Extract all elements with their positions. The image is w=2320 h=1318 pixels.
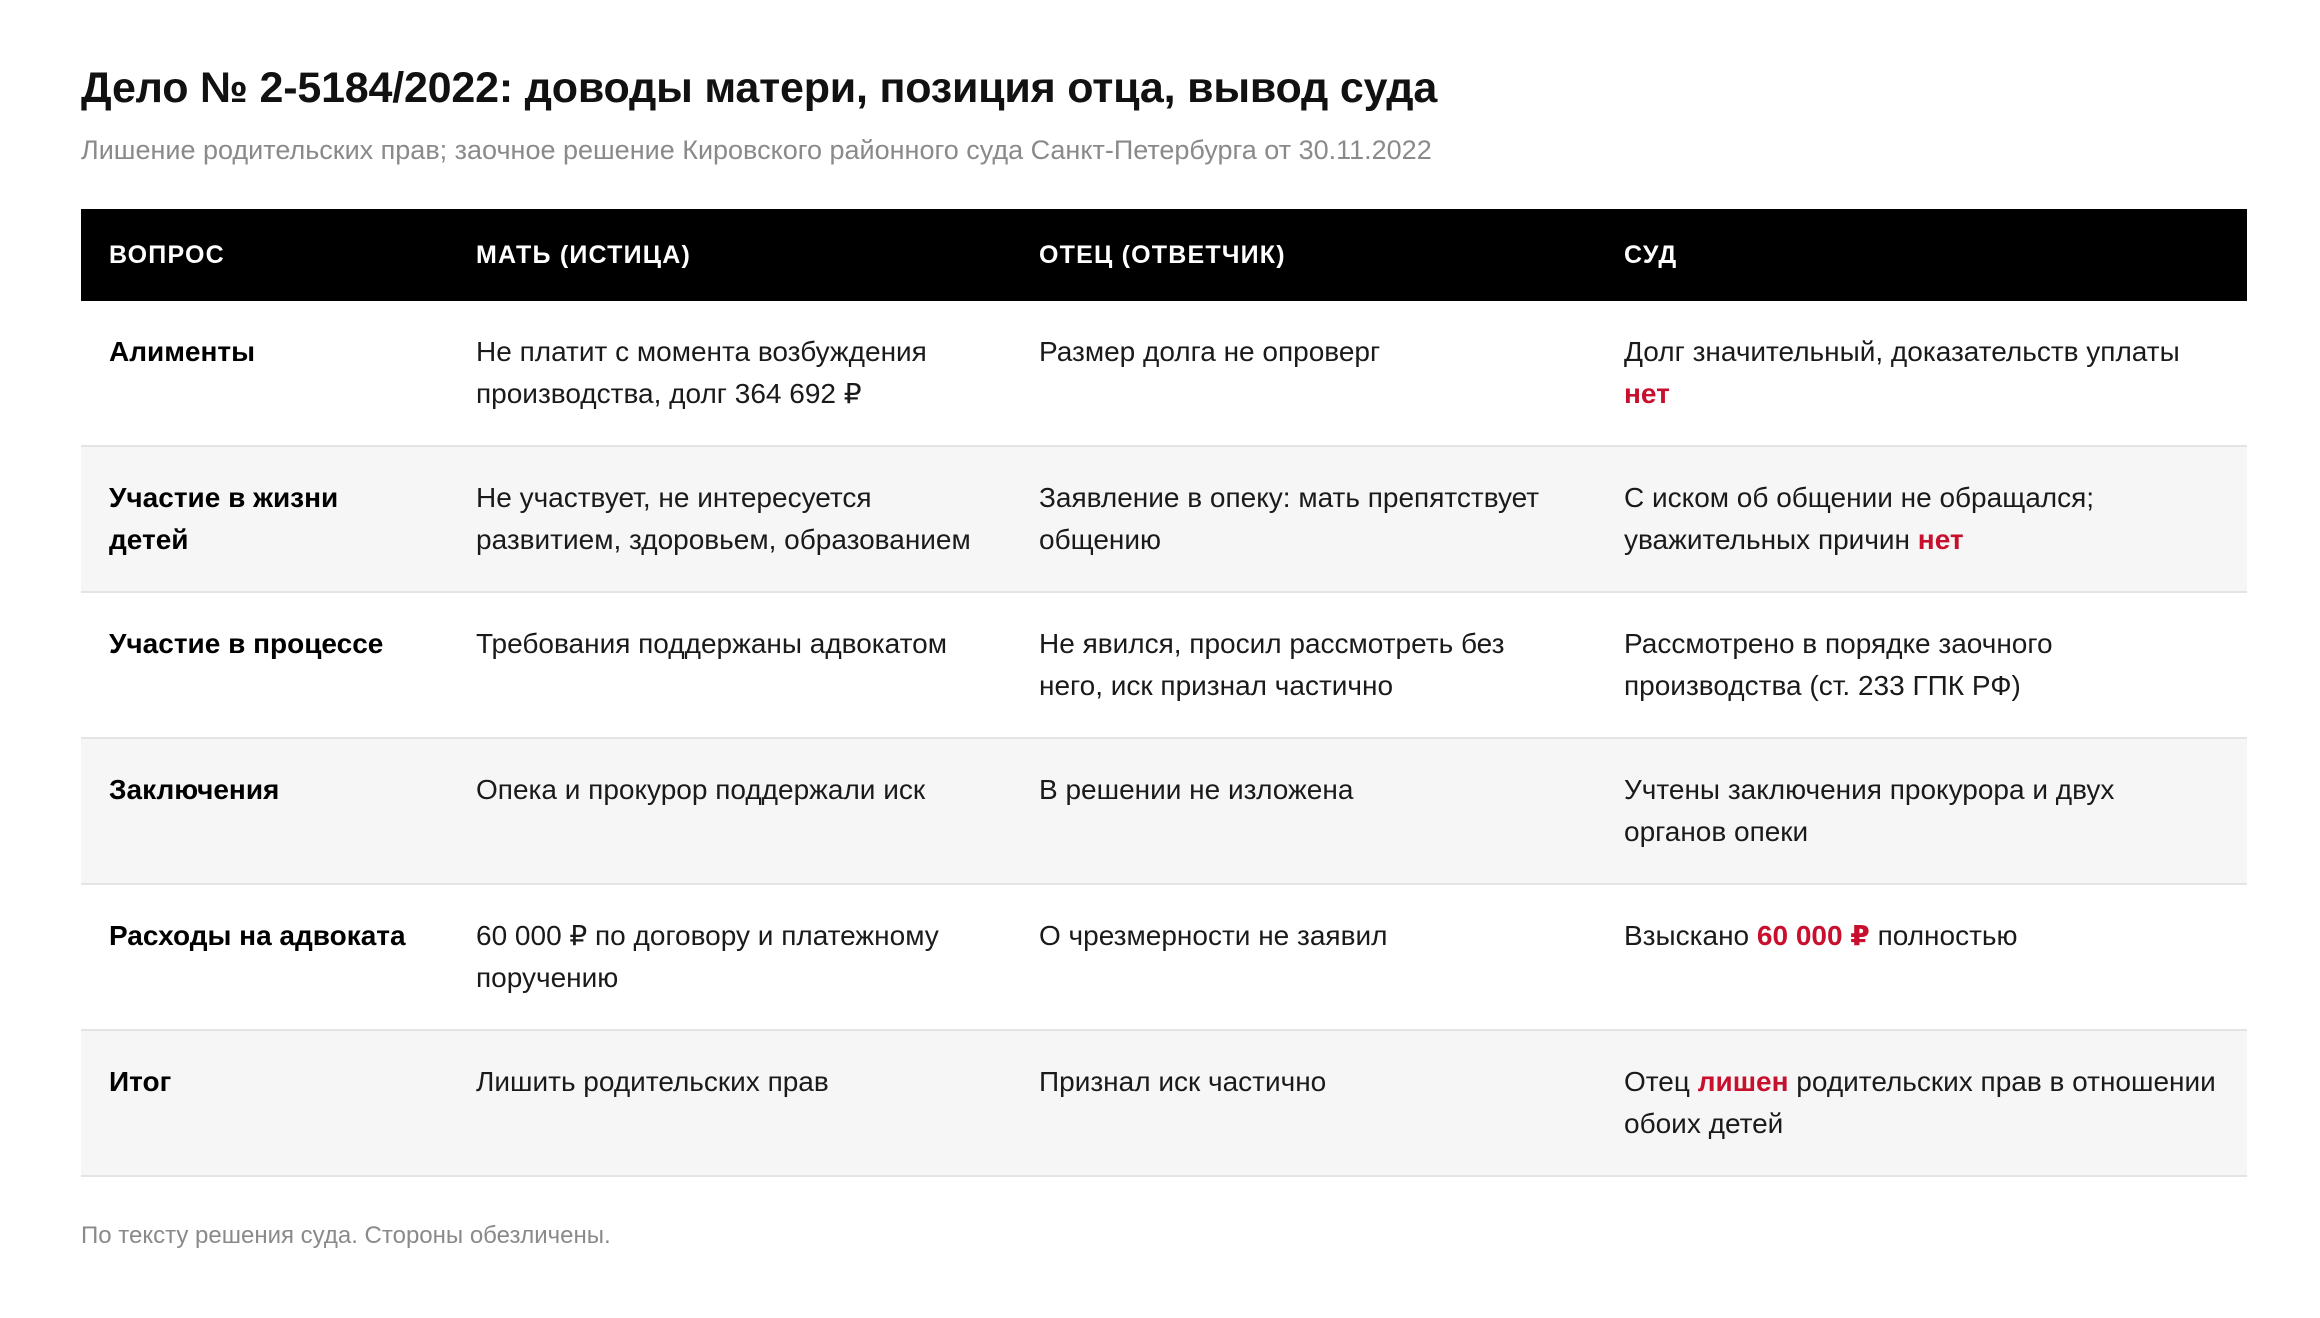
footnote: По тексту решения суда. Стороны обезличены.: [81, 1222, 611, 1249]
cell-question: Участие в жизни детей: [81, 446, 448, 592]
court-text: Учтены заключения прокурора и двух органов опеки: [1624, 774, 2115, 847]
cell-father: Не явился, просил рассмотреть без него, иск признал частично: [1011, 592, 1596, 738]
comparison-table: [81, 209, 2247, 1177]
header-question: ВОПРОС: [81, 209, 448, 301]
court-highlight: 60 000 ₽: [1756, 920, 1870, 951]
court-text: Отец: [1624, 1066, 1698, 1097]
page-subtitle: Лишение родительских прав; заочное решение Кировского районного суда Санкт-Петербурга от 30.11.2022: [81, 135, 1432, 165]
page-title: Дело № 2-5184/2022: доводы матери, позиция отца, вывод суда: [81, 64, 1438, 112]
table-row-participation: [81, 446, 2247, 592]
header-row: [81, 209, 2247, 301]
table-row-alimony: [81, 301, 2247, 446]
table-row-conclusions: [81, 738, 2247, 884]
cell-father: Заявление в опеку: мать препятствует общению: [1011, 446, 1596, 592]
cell-court: [1596, 592, 2247, 738]
table-header: [81, 209, 2247, 301]
cell-mother: Не участвует, не интересуется развитием, здоровьем, образованием: [448, 446, 1011, 592]
cell-court: [1596, 738, 2247, 884]
cell-court: [1596, 884, 2247, 1030]
court-text: Взыскано: [1624, 920, 1757, 951]
cell-father: Размер долга не опроверг: [1011, 301, 1596, 446]
cell-question: Участие в процессе: [81, 592, 448, 738]
cell-mother: Лишить родительских прав: [448, 1030, 1011, 1176]
court-text: Долг значительный, доказательств уплаты: [1624, 336, 2180, 367]
cell-father: В решении не изложена: [1011, 738, 1596, 884]
court-highlight: нет: [1624, 378, 1670, 409]
court-text: Рассмотрено в порядке заочного производства (ст. 233 ГПК РФ): [1624, 628, 2053, 701]
table-body: [81, 301, 2247, 1176]
court-highlight: лишен: [1697, 1066, 1789, 1097]
cell-mother: Требования поддержаны адвокатом: [448, 592, 1011, 738]
court-text-tail: полностью: [1869, 920, 2018, 951]
cell-court: [1596, 1030, 2247, 1176]
cell-mother: Не платит с момента возбуждения производства, долг 364 692 ₽: [448, 301, 1011, 446]
header-mother: МАТЬ (ИСТИЦА): [448, 209, 1011, 301]
table-row-legal-costs: [81, 884, 2247, 1030]
cell-father: О чрезмерности не заявил: [1011, 884, 1596, 1030]
cell-court: [1596, 301, 2247, 446]
court-highlight: нет: [1917, 524, 1964, 555]
table-row-process: [81, 592, 2247, 738]
cell-mother: Опека и прокурор поддержали иск: [448, 738, 1011, 884]
court-text-tail: родительских прав в отношении обоих детей: [1624, 1066, 2216, 1139]
cell-question: Алименты: [81, 301, 448, 446]
cell-father: Признал иск частично: [1011, 1030, 1596, 1176]
court-text: С иском об общении не обращался; уважительных причин: [1624, 482, 2095, 555]
cell-question: Итог: [81, 1030, 448, 1176]
cell-mother: 60 000 ₽ по договору и платежному поручению: [448, 884, 1011, 1030]
cell-question: Расходы на адвоката: [81, 884, 448, 1030]
header-court: СУД: [1596, 209, 2247, 301]
header-father: ОТЕЦ (ОТВЕТЧИК): [1011, 209, 1596, 301]
cell-court: [1596, 446, 2247, 592]
table-row-outcome: [81, 1030, 2247, 1176]
cell-question: Заключения: [81, 738, 448, 884]
